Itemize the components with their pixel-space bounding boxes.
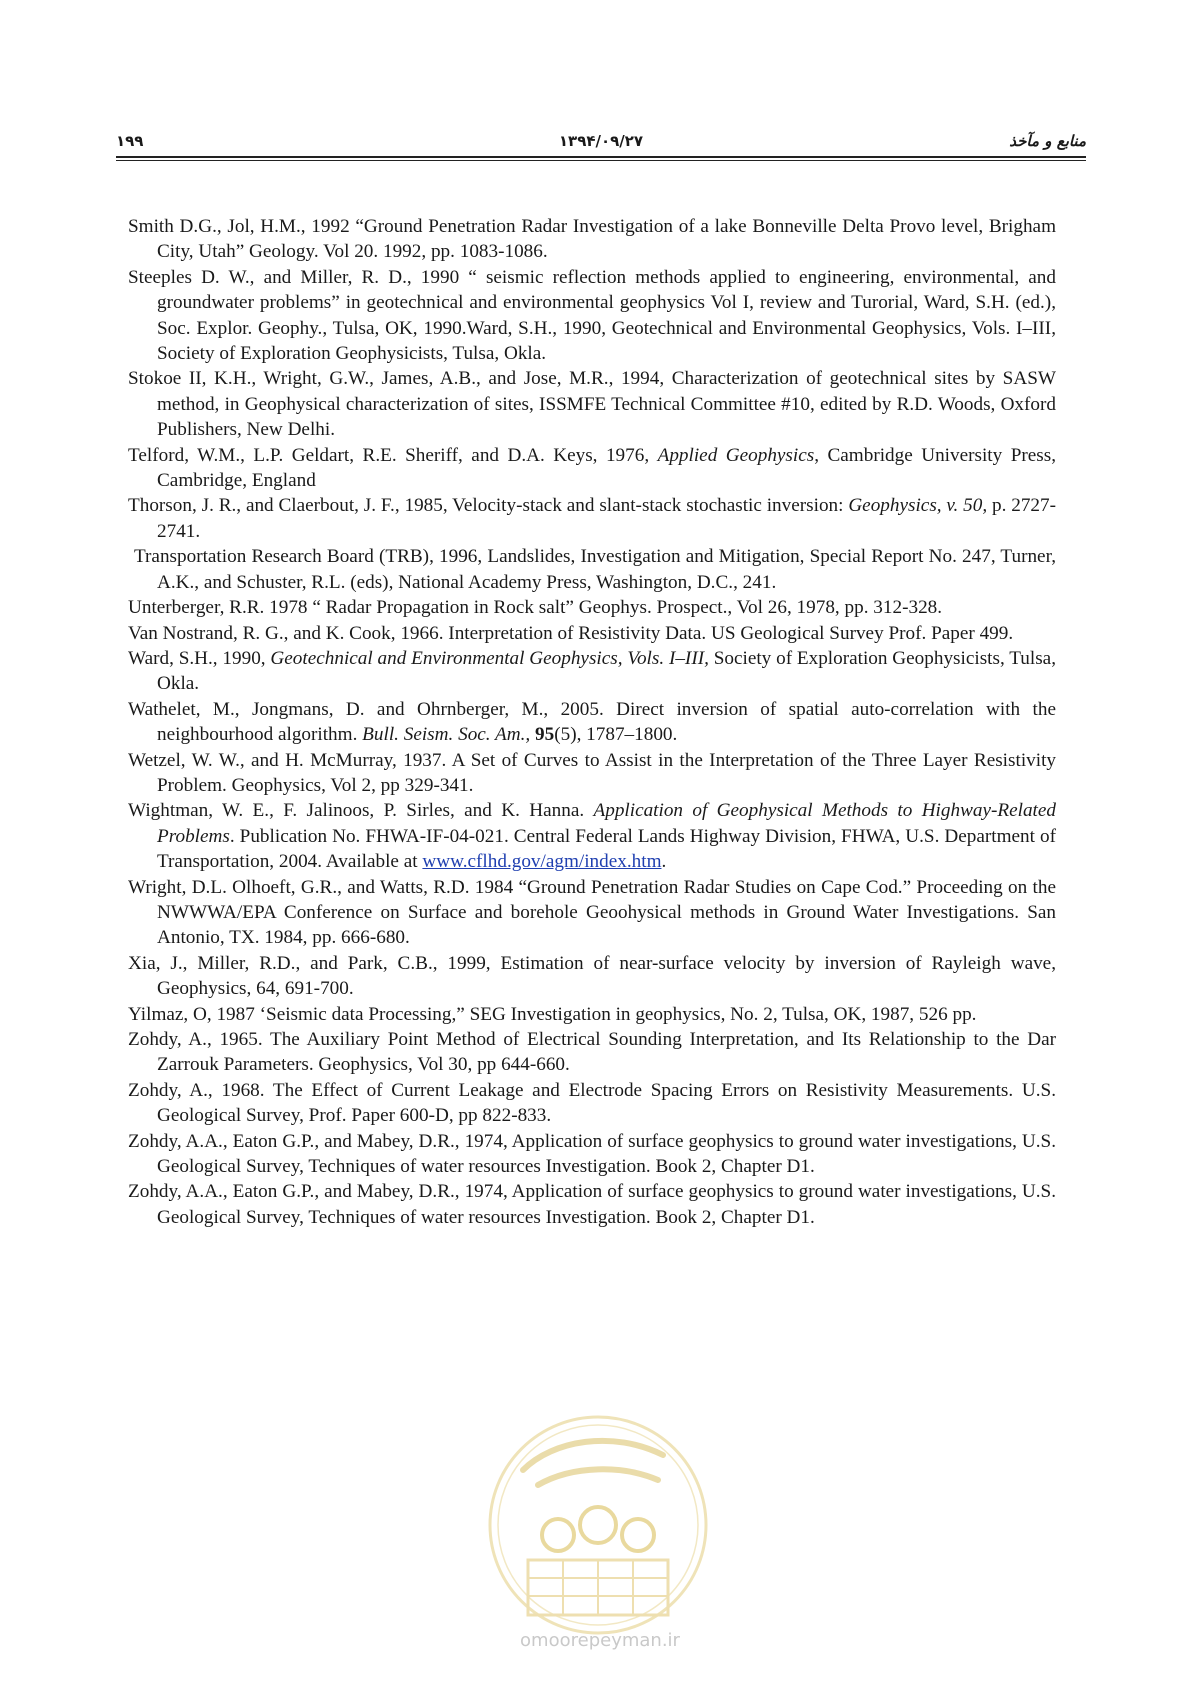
reference-item (128, 493, 1056, 544)
section-title: منابع و مآخذ (1009, 132, 1086, 150)
reference-list (128, 214, 1056, 1230)
ref-text: Ward, S.H., 1990, (128, 647, 271, 669)
reference-item: Xia, J., Miller, R.D., and Park, C.B., 1999, Estimation of near-surface velocity by inversion of Rayleigh wave, Geophysics, 64, 691-700. (128, 952, 1056, 1000)
reference-item: Zohdy, A.A., Eaton G.P., and Mabey, D.R., 1974, Application of surface geophysics to ground water investigations, U.S. Geological Survey, Techniques of water resources Investigation. Book 2, Chapter D1. (128, 1130, 1056, 1178)
reference-item: Van Nostrand, R. G., and K. Cook, 1966. Interpretation of Resistivity Data. US Geological Survey Prof. Paper 499. (128, 622, 1014, 644)
reference-item: Unterberger, R.R. 1978 “ Radar Propagation in Rock salt” Geophys. Prospect., Vol 26, 1978, pp. 312-328. (128, 597, 943, 619)
ref-italic: Geotechnical and Environmental Geophysics, Vols. I–III, (270, 647, 709, 669)
ref-italic: Applied Geophysics (657, 444, 815, 466)
reference-item (128, 697, 1056, 748)
reference-item: Zohdy, A., 1965. The Auxiliary Point Method of Electrical Sounding Interpretation, and Its Relationship to the Dar Zarrouk Parameters. Geophysics, Vol 30, pp 644-660. (128, 1029, 1056, 1076)
ref-text: , Cambridge University Press, Cambridge, England (157, 444, 1056, 492)
ref-text: . Publication No. FHWA-IF-04-021. Central Federal Lands Highway Division, FHWA, U.S. Department of Transportation, 2004. Available at (157, 825, 1056, 873)
page-number: ۱۹۹ (116, 132, 144, 150)
ref-bold: 95 (530, 724, 555, 746)
reference-item: Stokoe II, K.H., Wright, G.W., James, A.B., and Jose, M.R., 1994, Characterization of geotechnical sites by SASW method, in Geophysical characterization of sites, ISSMFE Technical Committee #10, edited by R.D. Woods, Oxford Publishers, New Delhi. (128, 368, 1056, 441)
ref-text: Telford, W.M., L.P. Geldart, R.E. Sheriff, and D.A. Keys, 1976, (128, 444, 658, 466)
reference-item: Wright, D.L. Olhoeft, G.R., and Watts, R.D. 1984 “Ground Penetration Radar Studies on Cape Cod.” Proceeding on the NWWWA/EPA Conference on Surface and borehole Geoohysical methods in Ground Water Investigations. San Antonio, TX. 1984, pp. 666-680. (128, 876, 1056, 949)
header-rule-thick (116, 156, 1086, 158)
reference-item: Zohdy, A.A., Eaton G.P., and Mabey, D.R., 1974, Application of surface geophysics to ground water investigations, U.S. Geological Survey, Techniques of water resources Investigation. Book 2, Chapter D1. (128, 1181, 1056, 1228)
reference-item: Steeples D. W., and Miller, R. D., 1990 “ seismic reflection methods applied to engineering, environmental, and groundwater problems” in geotechnical and environmental geophysics Vol I, review and Turorial, Ward, S.H. (ed.), Soc. Explor. Geophy., Tulsa, OK, 1990.Ward, S.H., 1990, Geotechnical and Environmental Geophysics, Vols. I–III, Society of Exploration Geophysicists, Tulsa, Okla. (128, 266, 1056, 365)
ref-italic: Geophysics, v. 50, (848, 495, 988, 517)
header-date: ۱۳۹۴/۰۹/۲۷ (558, 132, 644, 150)
reference-item: Smith D.G., Jol, H.M., 1992 “Ground Penetration Radar Investigation of a lake Bonneville Delta Provo level, Brigham City, Utah” Geology. Vol 20. 1992, pp. 1083-1086. (128, 216, 1056, 263)
reference-item: Yilmaz, O, 1987 ‘Seismic data Processing,” SEG Investigation in geophysics, No. 2, Tulsa, OK, 1987, 526 pp. (128, 1003, 977, 1025)
ref-text: Wightman, W. E., F. Jalinoos, P. Sirles, and K. Hanna. (128, 800, 594, 822)
ref-text: Thorson, J. R., and Claerbout, J. F., 1985, Velocity-stack and slant-stack stochastic inversion: (128, 495, 849, 517)
reference-item: Transportation Research Board (TRB), 1996, Landslides, Investigation and Mitigation, Special Report No. 247, Turner, A.K., and Schuster, R.L. (eds), National Academy Press, Washington, D.C., 241. (134, 546, 1056, 593)
ref-italic: Bull. Seism. Soc. Am., (362, 724, 531, 746)
reference-item: Wetzel, W. W., and H. McMurray, 1937. A Set of Curves to Assist in the Interpretation of the Three Layer Resistivity Problem. Geophysics, Vol 2, pp 329-341. (128, 749, 1056, 796)
ref-text: p. 2727-2741. (157, 495, 1057, 542)
reference-item (128, 798, 1056, 874)
ref-text: Society of Exploration Geophysicists, Tulsa, Okla. (157, 647, 1056, 695)
reference-item (128, 646, 1056, 697)
ref-text: . (661, 851, 667, 873)
reference-item (128, 443, 1056, 494)
watermark-logo-icon (483, 1410, 713, 1640)
header-rule-thin (116, 160, 1086, 161)
ref-text: Wathelet, M., Jongmans, D. and Ohrnberger, M., 2005. Direct inversion of spatial auto-correlation with the neighbourhood algorithm. (128, 698, 1056, 746)
ref-text: (5), 1787–1800. (554, 724, 678, 746)
page-header (116, 128, 1086, 162)
reference-item: Zohdy, A., 1968. The Effect of Current Leakage and Electrode Spacing Errors on Resistivity Measurements. U.S. Geological Survey, Prof. Paper 600-D, pp 822-833. (128, 1079, 1056, 1127)
reference-link[interactable]: www.cflhd.gov/agm/index.htm (422, 851, 662, 873)
ref-italic: Application of Geophysical Methods to Highway-Related Problems (157, 800, 1056, 847)
watermark-site: omoorepeyman.ir (520, 1630, 680, 1651)
